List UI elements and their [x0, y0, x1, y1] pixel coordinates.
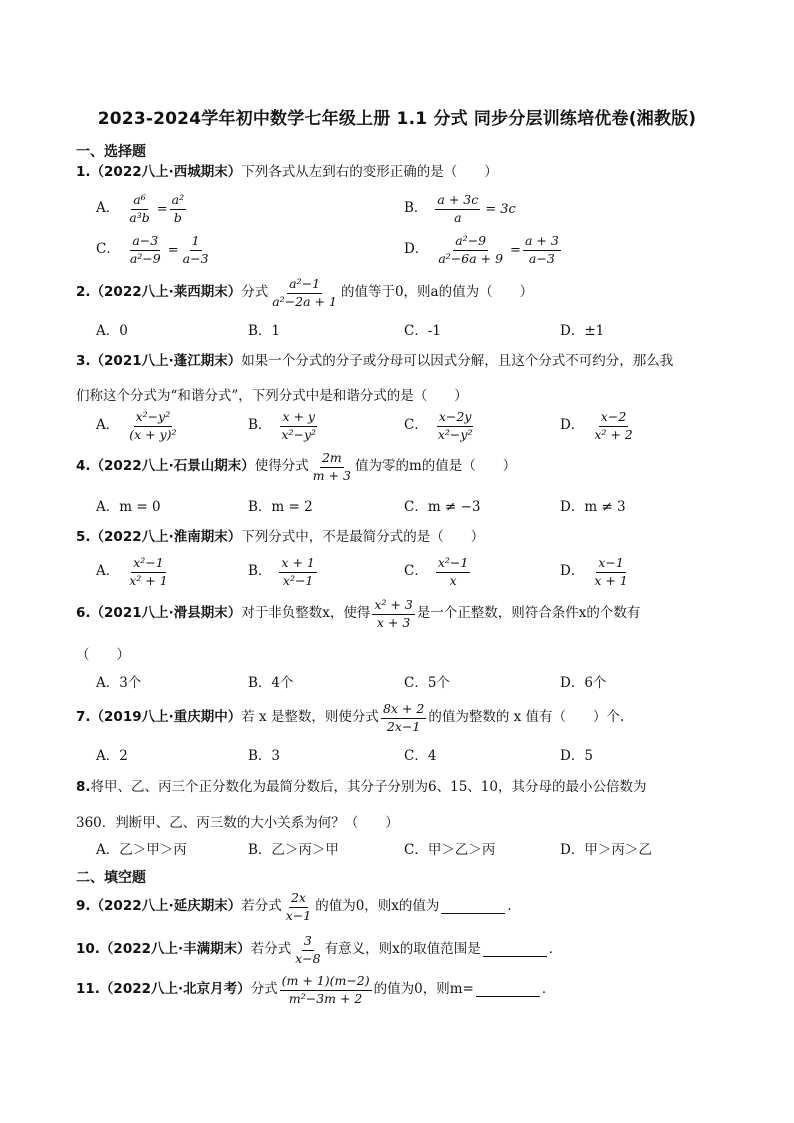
fraction: $\frac{a + 3}{a-3}$	[524, 233, 559, 266]
question-text: 使得分式	[254, 458, 309, 475]
option-7c: C．4	[404, 748, 437, 764]
question-source: （2022八上·淮南期末）	[90, 529, 242, 545]
option-label: B．	[404, 200, 428, 217]
option-2d: D．±1	[560, 323, 605, 339]
fraction: $\frac{x + y}{\text{x²−y²}}$	[281, 409, 317, 442]
question-number: 9.	[76, 898, 91, 915]
fraction: $\frac{x-2y}{\text{x²−y²}}$	[437, 409, 473, 442]
option-1a: A． $\frac{\text{a⁶}}{\text{a³b}}$ = $\frac{\text{a²}}{b}$	[96, 192, 185, 225]
question-text: 分式	[250, 981, 278, 998]
option-6b: B．4个	[248, 675, 294, 691]
option-2a: A．0	[96, 323, 128, 339]
fraction: $\frac{\text{a²−9}}{\text{a²−6a + 9}}$	[438, 233, 504, 266]
option-7d: D．5	[560, 748, 593, 764]
option-2b: B．1	[248, 323, 281, 339]
answer-blank[interactable]	[476, 984, 540, 997]
fraction: $\frac{\text{x²−1}}{x}$	[437, 555, 469, 588]
fraction: $\frac{2m}{m + 3}$	[312, 450, 351, 483]
question-text: 值为零的m的值是（ ）	[354, 458, 517, 475]
question-9: 9. （2022八上·延庆期末） 若分式 $\frac{2x}{x-1}$ 的值为0，则x的值为 ．	[76, 890, 521, 923]
option-5d: D． $\frac{x-1}{x + 1}$	[560, 555, 628, 588]
fraction: $\frac{3}{x-8}$	[295, 933, 321, 966]
question-source: （2021八上·蓬江期末）	[90, 353, 242, 369]
question-11: 11. （2022八上·北京月考） 分式 $\frac{(m + 1)(m-2)}{\text{m²−3m + 2}}$ 的值为0，则m= ．	[76, 973, 556, 1006]
option-4d: D．m ≠ 3	[560, 499, 626, 515]
option-6d: D．6个	[560, 675, 607, 691]
question-text: 若分式	[250, 941, 292, 958]
fraction: $\frac{x-1}{x + 1}$	[594, 555, 628, 588]
question-1	[76, 166, 498, 180]
question-8	[76, 781, 646, 795]
option-3a: A． $\frac{\text{x²−y²}}{\text{(x + y)²}}$	[96, 409, 177, 442]
question-text: 有意义，则x的取值范围是	[324, 941, 481, 958]
fraction: $\frac{\text{a⁶}}{\text{a³b}}$	[129, 192, 150, 225]
fraction: $\frac{8x + 2}{2x-1}$	[382, 701, 425, 734]
question-text: 的值等于0，则a的值为（ ）	[340, 284, 534, 301]
option-5a: A． $\frac{\text{x²−1}}{\text{x² + 1}}$	[96, 555, 168, 588]
question-text: 若分式	[241, 898, 282, 915]
question-source: （2022八上·西城期末）	[90, 164, 242, 180]
option-4b: B．m = 2	[248, 499, 313, 515]
question-number: 3.	[76, 353, 91, 369]
question-2	[76, 278, 533, 308]
question-number: 1.	[76, 164, 91, 180]
question-text: 的值为0，则x的值为	[315, 898, 440, 915]
option-1c: C． $\frac{a-3}{\text{a²−9}}$ = $\frac{1}{a-3}$	[96, 233, 209, 266]
fraction: $\frac{(m + 1)(m-2)}{\text{m²−3m + 2}}$	[281, 973, 370, 1006]
option-8b: B．乙＞丙＞甲	[248, 842, 339, 858]
question-text: 对于非负整数x，使得	[241, 605, 371, 622]
section-heading-choice: 一、选择题	[76, 144, 146, 160]
option-3c: C． $\frac{x-2y}{\text{x²−y²}}$	[404, 409, 473, 442]
option-5b: B． $\frac{x + 1}{\text{x²−1}}$	[248, 555, 315, 588]
question-3	[76, 355, 673, 369]
question-number: 8.	[76, 779, 91, 795]
question-7	[76, 703, 624, 733]
option-3d: D． $\frac{x-2}{\text{x² + 2}}$	[560, 409, 633, 442]
answer-blank[interactable]	[483, 944, 547, 957]
question-text: 的值为整数的 x 值有（ ）个.	[428, 709, 625, 726]
fraction: $\frac{x + 1}{\text{x²−1}}$	[281, 555, 315, 588]
question-number: 10.	[76, 941, 100, 958]
option-8c: C．甲＞乙＞丙	[404, 842, 496, 858]
question-8-continued: 360．判断甲、乙、丙三数的大小关系为何？（ ）	[76, 815, 399, 831]
question-number: 2.	[76, 284, 91, 301]
option-label: D．	[404, 241, 429, 258]
question-source: （2022八上·延庆期末）	[90, 898, 242, 915]
question-text: 若 x 是整数，则使分式	[241, 709, 379, 726]
question-3-continued: 们称这个分式为“和谐分式”，下列分式中是和谐分式的是（ ）	[76, 388, 468, 404]
question-6	[76, 599, 640, 629]
question-number: 5.	[76, 529, 91, 545]
question-source: （2021八上·滑县期末）	[90, 605, 242, 622]
question-number: 4.	[76, 458, 91, 475]
question-text: 将甲、乙、丙三个正分数化为最简分数后，其分子分别为6、15、10，其分母的最小公倍数为	[90, 779, 647, 795]
fraction: $\frac{\text{a²−1}}{\text{a²−2a + 1}}$	[272, 276, 337, 309]
fraction: $\frac{a + 3c}{a}$	[437, 192, 479, 225]
option-1d: D． $\frac{\text{a²−9}}{\text{a²−6a + 9}}$ = $\frac{a + 3}{a-3}$	[404, 233, 559, 266]
fraction: $\frac{\text{x²−y²}}{\text{(x + y)²}}$	[129, 409, 177, 442]
option-5c: C． $\frac{\text{x²−1}}{x}$	[404, 555, 469, 588]
question-number: 7.	[76, 709, 91, 726]
option-3b: B． $\frac{x + y}{\text{x²−y²}}$	[248, 409, 317, 442]
question-source: （2019八上·重庆期中）	[90, 709, 242, 726]
question-text: 的值为0，则m=	[373, 981, 474, 998]
question-10: 10. （2022八上·丰满期末） 若分式 $\frac{3}{x-8}$ 有意义，则x的取值范围是 ．	[76, 933, 563, 966]
fraction: $\frac{\text{a²}}{b}$	[171, 192, 185, 225]
option-2c: C．-1	[404, 323, 441, 339]
page-title: 2023-2024学年初中数学七年级上册 1.1 分式 同步分层训练培优卷(湘教版)	[97, 109, 697, 129]
question-text: 是一个正整数，则符合条件x的个数有	[416, 605, 641, 622]
option-6c: C．5个	[404, 675, 450, 691]
fraction: $\frac{2x}{x-1}$	[285, 890, 312, 923]
question-number: 11.	[76, 981, 100, 998]
option-7b: B．3	[248, 748, 281, 764]
fraction: $\frac{1}{a-3}$	[182, 233, 209, 266]
fraction: $\frac{a-3}{\text{a²−9}}$	[129, 233, 161, 266]
question-text: 如果一个分式的分子或分母可以因式分解，且这个分式不可约分，那么我	[241, 353, 674, 369]
option-7a: A．2	[96, 748, 128, 764]
question-source: （2022八上·石景山期末）	[90, 458, 255, 475]
question-source: （2022八上·丰满期末）	[99, 941, 251, 958]
question-text: 分式	[241, 284, 269, 301]
fraction: $\frac{\text{x²−1}}{\text{x² + 1}}$	[129, 555, 168, 588]
option-8d: D．甲＞丙＞乙	[560, 842, 652, 858]
option-6a: A．3个	[96, 675, 142, 691]
fraction: $\frac{x-2}{\text{x² + 2}}$	[594, 409, 633, 442]
option-8a: A．乙＞甲＞丙	[96, 842, 187, 858]
question-text: 下列各式从左到右的变形正确的是（ ）	[241, 164, 498, 180]
option-label: A．	[96, 200, 120, 217]
option-4a: A．m = 0	[96, 499, 161, 515]
question-text: 下列分式中，不是最简分式的是（ ）	[241, 529, 485, 545]
section-heading-fill: 二、填空题	[76, 870, 146, 886]
question-source: （2022八上·莱西期末）	[90, 284, 242, 301]
question-5	[76, 531, 484, 545]
question-source: （2022八上·北京月考）	[99, 981, 251, 998]
question-4	[76, 452, 516, 482]
fraction: $\frac{\text{x² + 3}}{x + 3}$	[374, 597, 413, 630]
answer-blank[interactable]	[441, 901, 505, 914]
option-label: C．	[96, 241, 120, 258]
option-4c: C．m ≠ −3	[404, 499, 481, 515]
option-1b: B． $\frac{a + 3c}{a}$ = 3c	[404, 192, 516, 225]
question-6-continued: （ ）	[76, 647, 130, 663]
question-number: 6.	[76, 605, 91, 622]
